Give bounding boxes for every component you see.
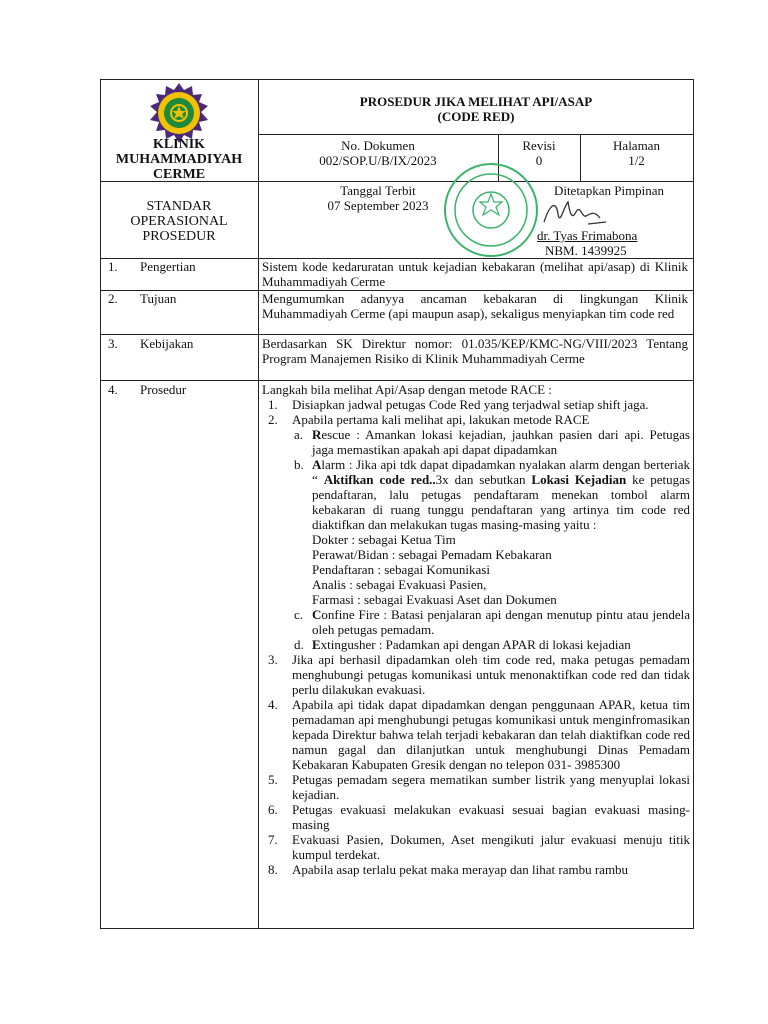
row4-divider	[100, 380, 694, 381]
page-label: Halaman	[613, 138, 660, 153]
procedure-step	[262, 802, 690, 832]
procedure-step	[262, 397, 690, 412]
alarm-location: Lokasi Kejadian	[531, 472, 627, 487]
sop-line3: PROSEDUR	[142, 229, 216, 244]
section-3-text: Berdasarkan SK Direktur nomor: 01.035/KEP/KMC-NG/VIII/2023 Tentang Program Manajemen Risiko di Klinik Muhammadiyah Cerme	[262, 336, 688, 366]
page-cell	[580, 138, 693, 168]
clinic-name-line3: CERME	[152, 167, 206, 182]
race-rescue	[292, 427, 690, 457]
table-border-right	[693, 79, 694, 929]
race-extinguish	[292, 637, 690, 652]
procedure-content	[262, 382, 690, 877]
step-text: Disiapkan jadwal petugas Code Red yang terjadwal setiap shift jaga.	[292, 397, 649, 412]
section-3-label: Kebijakan	[140, 336, 194, 351]
team-roles	[312, 532, 690, 607]
title-divider	[258, 134, 694, 135]
section-4-label: Prosedur	[140, 382, 187, 397]
race-initial: R	[312, 427, 322, 442]
approval-label: Ditetapkan Pimpinan	[553, 183, 665, 198]
procedure-step	[262, 862, 690, 877]
table-border-top	[100, 79, 694, 80]
director-signature	[540, 196, 610, 232]
title-line1: PROSEDUR JIKA MELIHAT API/ASAP	[359, 94, 593, 109]
team-role: Farmasi : sebagai Evakuasi Aset dan Dokumen	[312, 592, 557, 607]
team-role: Perawat/Bidan : sebagai Pemadam Kebakaran	[312, 547, 552, 562]
section-2-text: Mengumumkan adanyya ancaman kebakaran di lingkungan Klinik Muhammadiyah Cerme (api maupun asap), sekaligus menyiapkan tim code red	[262, 291, 688, 321]
team-role: Pendaftaran : sebagai Komunikasi	[312, 562, 490, 577]
step-number: 2.	[268, 412, 278, 427]
step-number: 3.	[268, 652, 278, 667]
race-keyword: escue	[321, 427, 351, 442]
section-2-number: 2.	[108, 291, 118, 306]
race-confine	[292, 607, 690, 637]
step-number: 6.	[268, 802, 278, 817]
alarm-call: Aktifkan code red..	[323, 472, 436, 487]
issue-label: Tanggal Terbit	[340, 183, 416, 198]
step-number: 8.	[268, 862, 278, 877]
race-keyword: larm	[321, 457, 346, 472]
race-letter: c.	[294, 607, 304, 622]
step-text: Apabila asap terlalu pekat maka merayap dan lihat rambu rambu	[292, 862, 629, 877]
race-keyword: xtingusher	[320, 637, 376, 652]
race-text: : Padamkan api dengan APAR di lokasi kejadian	[375, 637, 631, 652]
section-4-number: 4.	[108, 382, 118, 397]
signature-stroke	[544, 202, 606, 224]
race-text: : Batasi penjalaran api dengan menutup pintu atau jendela oleh petugas pemadam.	[312, 607, 690, 637]
title-line2: (CODE RED)	[437, 109, 515, 124]
director-nbm: NBM. 1439925	[545, 243, 627, 258]
step-text: Apabila api tidak dapat dipadamkan dengan penggunaan APAR, ketua tim pemadaman api menghubungi petugas komunikasi untuk menginfromasikan kepada Direktur bahwa telah terjadi kebakaran dan telah diaktifkan code red namun gagal dan dilanjutkan untuk menghubungi Dinas Pemadam Kebakaran Kabupaten Gresik dengan no telepon 031- 3985300	[292, 697, 690, 772]
doc-number-label: No. Dokumen	[341, 138, 415, 153]
doc-number-value: 002/SOP.U/B/IX/2023	[319, 153, 437, 168]
procedure-step	[262, 772, 690, 802]
sop-line2: OPERASIONAL	[130, 214, 228, 229]
step-text: Apabila pertama kali melihat api, lakukan metode RACE	[292, 412, 590, 427]
race-initial: C	[312, 607, 322, 622]
procedure-step	[262, 412, 690, 652]
section-1-text: Sistem kode kedaruratan untuk kejadian kebakaran (melihat api/asap) di Klinik Muhammadiyah Cerme	[262, 259, 688, 289]
race-text: 3x dan sebutkan	[435, 472, 532, 487]
sop-line1: STANDAR	[146, 199, 212, 214]
revision-value: 0	[535, 153, 543, 168]
sop-document	[100, 79, 694, 929]
step-text: Petugas evakuasi melakukan evakuasi sesuai bagian evakuasi masing-masing	[292, 802, 690, 832]
issue-cell	[258, 183, 498, 213]
page-value: 1/2	[628, 153, 645, 168]
race-initial: A	[312, 457, 322, 472]
director-name: dr. Tyas Frimabona	[537, 228, 638, 243]
procedure-intro: Langkah bila melihat Api/Asap dengan metode RACE :	[262, 382, 552, 397]
table-border-bottom	[100, 928, 694, 929]
section-2-label: Tujuan	[140, 291, 177, 306]
row3-divider	[100, 334, 694, 335]
race-alarm	[292, 457, 690, 607]
race-initial: E	[312, 637, 321, 652]
document-title	[258, 94, 694, 124]
revision-label: Revisi	[522, 138, 556, 153]
step-text: Jika api berhasil dipadamkan oleh tim code red, maka petugas pemadam menghubungi petugas komunikasi untuk menonaktifkan code red dan tidak perlu dilakukan evakuasi.	[292, 652, 690, 697]
section-1-number: 1.	[108, 259, 118, 274]
race-letter: b.	[294, 457, 304, 472]
procedure-step	[262, 697, 690, 772]
race-letter: a.	[294, 427, 304, 442]
race-keyword: onfine Fire	[321, 607, 380, 622]
step-text: Petugas pemadam segera mematikan sumber listrik yang menyuplai lokasi kejadian.	[292, 772, 690, 802]
procedure-step	[262, 832, 690, 862]
race-text: : Jika api tdk dapat dipadamkan nyalakan alarm dengan berteriak “	[312, 457, 690, 487]
team-role: Analis : sebagai Evakuasi Pasien,	[312, 577, 487, 592]
step-number: 1.	[268, 397, 278, 412]
clinic-name	[100, 137, 258, 182]
step-number: 4.	[268, 697, 278, 712]
step-number: 7.	[268, 832, 278, 847]
race-text: ke petugas pendaftaran, lalu petugas pendaftaram menekan tombol alarm kebakaran di ruang tunggu pendaftaran yang artinya tim code red diaktifkan dan melakukan tugas masing-masing yaitu :	[312, 472, 690, 532]
sop-label	[100, 199, 258, 244]
procedure-step	[262, 652, 690, 697]
clinic-name-line2: MUHAMMADIYAH	[115, 152, 243, 167]
step-text: Evakuasi Pasien, Dokumen, Aset mengikuti jalur evakuasi menuju titik kumpul terdekat.	[292, 832, 690, 862]
team-role: Dokter : sebagai Ketua Tim	[312, 532, 456, 547]
issue-value: 07 September 2023	[327, 198, 429, 213]
approval-name	[537, 228, 687, 243]
race-letter: d.	[294, 637, 304, 652]
section-1-label: Pengertian	[140, 259, 196, 274]
clinic-name-line1: KLINIK	[152, 137, 206, 152]
step-number: 5.	[268, 772, 278, 787]
section-3-number: 3.	[108, 336, 118, 351]
race-text: : Amankan lokasi kejadian, jauhkan pasien dari api. Petugas jaga memastikan apakah api dapat dipadamkan	[312, 427, 690, 457]
